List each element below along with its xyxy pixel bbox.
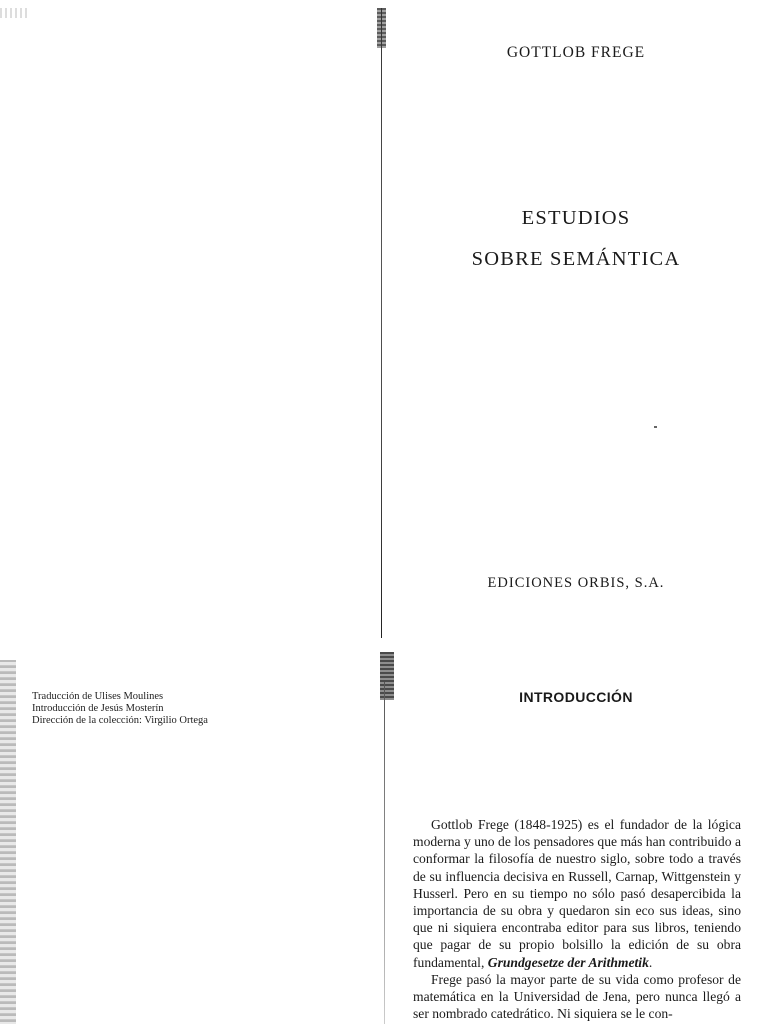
paragraph-text: Gottlob Frege (1848-1925) es el fundador de la lógica moderna y uno de los pensadores que más han contribuido a conformar la filosofía de nuestro siglo, sobre todo a través de su influencia decisiva en Russell, Carnap, Wittgenstein y Husserl. Pero en su tiempo no sólo pasó desapercibida la importancia de su obra y quedaron sin eco sus ideas, sino que ni siquiera encontraba editor para sus libros, teniendo que pagar de su propio bolsillo la edición de su obra fundamental, <box>413 817 741 970</box>
credit-collection-director: Dirección de la colección: Virgilio Ortega <box>32 715 208 726</box>
gutter-line <box>381 8 382 638</box>
introduction-body <box>413 816 741 1022</box>
book-title-reference: Grundgesetze der Arithmetik <box>487 954 649 970</box>
credit-translation: Traducción de Ulises Moulines <box>32 691 164 702</box>
credit-introduction: Introducción de Jesús Mosterín <box>32 703 164 714</box>
book-title-line-2: SOBRE SEMÁNTICA <box>471 248 681 270</box>
publisher-name: EDICIONES ORBIS, S.A. <box>487 575 665 591</box>
gutter-line <box>384 682 385 1024</box>
section-heading: INTRODUCCIÓN <box>519 689 633 705</box>
page-edge-shadow <box>0 660 16 1024</box>
dust-speck <box>654 426 657 428</box>
page-gutter <box>380 652 392 1024</box>
page-gutter <box>378 8 384 638</box>
page-edge-shadow <box>0 8 30 18</box>
paragraph: Frege pasó la mayor parte de su vida como profesor de matemática en la Universidad de Jena, pero nunca llegó a ser nombrado catedrático. Ni siquiera se le con- <box>413 971 741 1022</box>
paragraph-end: . <box>648 954 653 970</box>
book-title-line-1: ESTUDIOS <box>521 207 631 229</box>
paragraph <box>413 816 741 971</box>
credits-block <box>32 691 208 727</box>
author-name: GOTTLOB FREGE <box>506 44 646 61</box>
